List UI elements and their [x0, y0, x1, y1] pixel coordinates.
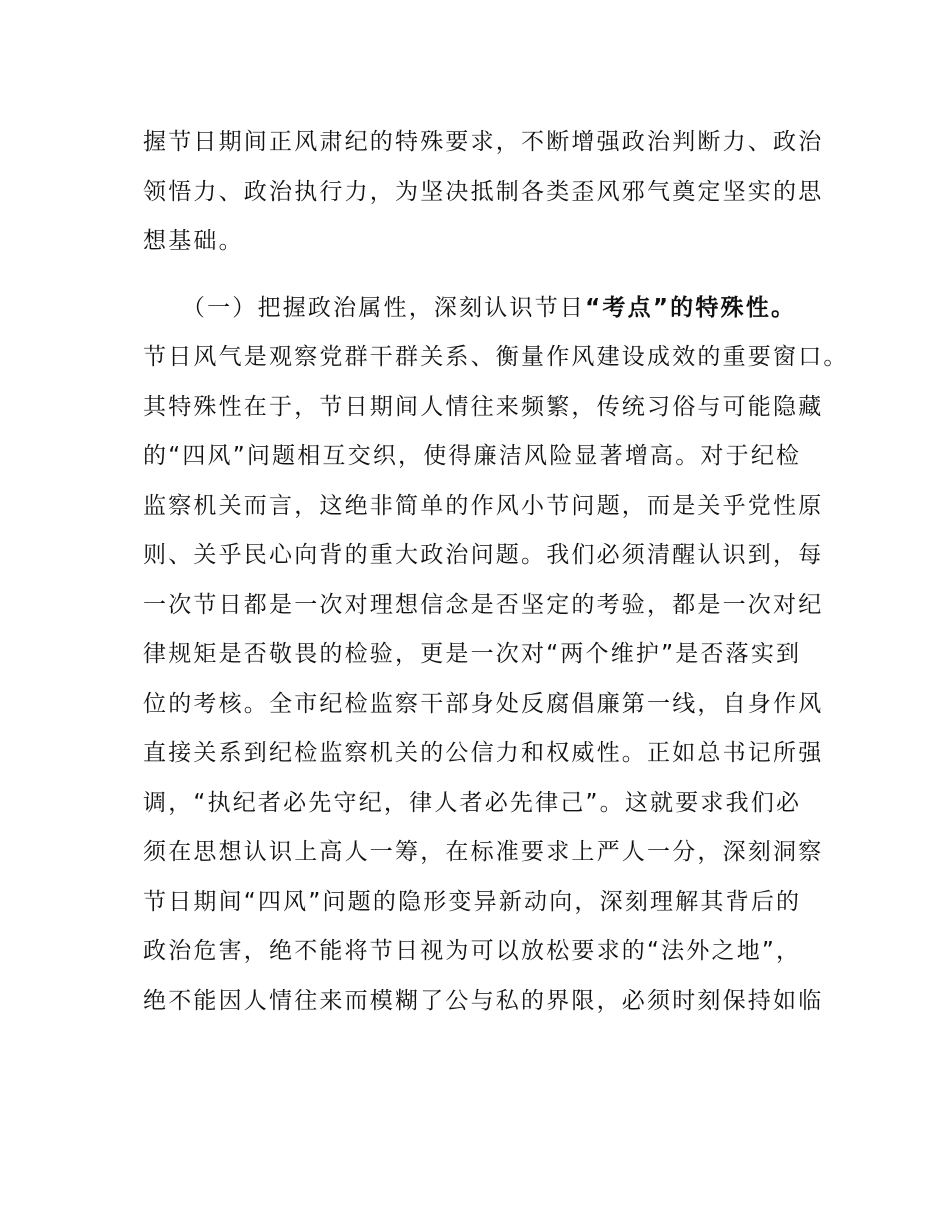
paragraph-line: 绝不能因人情往来而模糊了公与私的界限，必须时刻保持如临: [143, 987, 824, 1014]
paragraph-line: 位的考核。全市纪检监察干部身处反腐倡廉第一线，自身作风: [143, 690, 824, 717]
paragraph-line: 的“四风”问题相互交织，使得廉洁风险显著增高。对于纪检: [143, 443, 802, 469]
body-text: [143, 118, 849, 1026]
paragraph-line: 一次节日都是一次对理想信念是否坚定的考验，都是一次对纪: [143, 591, 824, 618]
paragraph-line: 其特殊性在于，节日期间人情往来频繁，传统习俗与可能隐藏: [143, 393, 824, 420]
section-heading-bold: “考点”的特殊性。: [585, 294, 797, 321]
paragraph-line: 则、关乎民心向背的重大政治问题。我们必须清醒认识到，每: [143, 542, 824, 568]
paragraph-spacer: [143, 267, 815, 284]
paragraph-line: 想基础。: [143, 228, 244, 254]
paragraph-line: 监察机关而言，这绝非简单的作风小节问题，而是关乎党性原: [143, 492, 824, 519]
paragraph-line: 握节日期间正风肃纪的特殊要求，不断增强政治判断力、政治: [143, 129, 824, 155]
paragraph-line: 领悟力、政治执行力，为坚决抵制各类歪风邪气奠定坚实的思: [143, 178, 824, 205]
section-heading: [143, 284, 815, 334]
paragraph-line: 调，“执纪者必先守纪，律人者必先律己”。这就要求我们必: [143, 789, 802, 816]
paragraph-line: 节日期间“四风”问题的隐形变异新动向，深刻理解其背后的: [143, 888, 802, 915]
section-heading-lead: （一）把握政治属性，深刻认识节日: [143, 294, 586, 321]
paragraph-line: 政治危害，绝不能将节日视为可以放松要求的“法外之地”，: [143, 938, 802, 964]
paragraph-line: 律规矩是否敬畏的检验，更是一次对“两个维护”是否落实到: [143, 641, 802, 667]
paragraph-line: 须在思想认识上高人一筹，在标准要求上严人一分，深刻洞察: [143, 839, 824, 865]
paragraph-line: 直接关系到纪检监察机关的公信力和权威性。正如总书记所强: [143, 740, 824, 766]
paragraph-line: 节日风气是观察党群干群关系、衡量作风建设成效的重要窗口。: [143, 344, 849, 370]
